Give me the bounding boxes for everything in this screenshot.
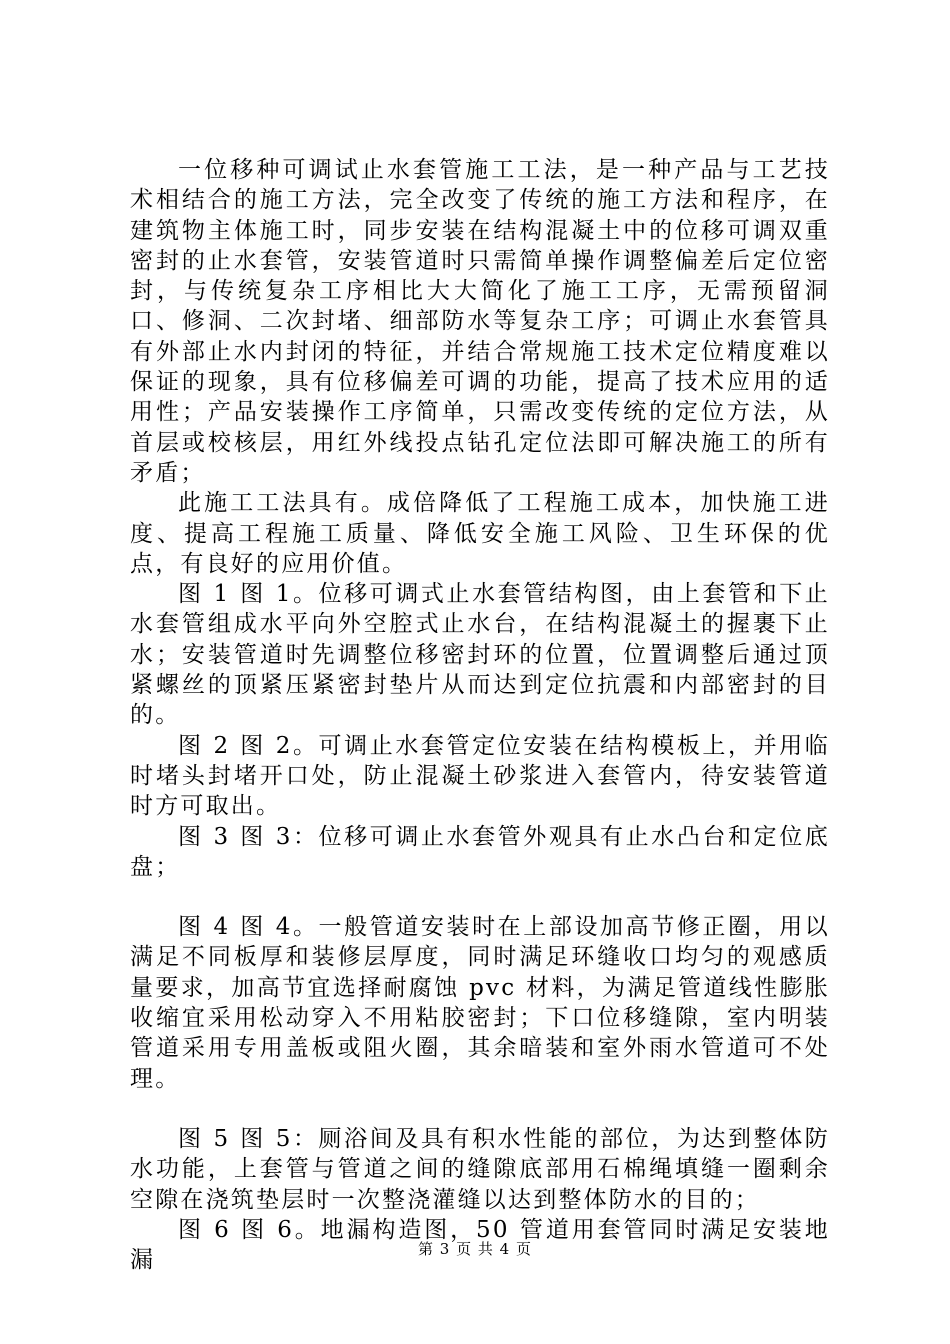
paragraph-method-overview: 一位移种可调试止水套管施工工法，是一种产品与工艺技术相结合的施工方法，完全改变了传统的施工方法和程序，在建筑物主体施工时，同步安装在结构混凝土中的位移可调双重密封的止水套管，安装管道时只需简单操作调整偏差后定位密封，与传统复杂工序相比大大简化了施工工序，无需预留洞口、修洞、二次封堵、细部防水等复杂工序；可调止水套管具有外部止水内封闭的特征，并结合常规施工技术定位精度难以保证的现象，具有位移偏差可调的功能，提高了技术应用的适用性；产品安装操作工序简单，只需改变传统的定位方法，从首层或校核层，用红外线投点钻孔定位法即可解决施工的所有矛盾；	[130, 157, 830, 486]
paragraph-figure-2: 图 2 图 2。可调止水套管定位安装在结构模板上，并用临时堵头封堵开口处，防止混凝土砂浆进入套管内，待安装管道时方可取出。	[130, 732, 830, 820]
paragraph-figure-5: 图 5 图 5：厕浴间及具有积水性能的部位，为达到整体防水功能，上套管与管道之间的缝隙底部用石棉绳填缝一圈剩余空隙在浇筑垫层时一次整浇灌缝以达到整体防水的目的；	[130, 1125, 830, 1213]
paragraph-figure-1: 图 1 图 1。位移可调式止水套管结构图，由上套管和下止水套管组成水平向外空腔式止水台，在结构混凝土的握裹下止水；安装管道时先调整位移密封环的位置，位置调整后通过顶紧螺丝的顶紧压紧密封垫片从而达到定位抗震和内部密封的目的。	[130, 581, 830, 729]
paragraph-figure-6: 图 6 图 6。地漏构造图，50 管道用套管同时满足安装地漏	[130, 1216, 830, 1274]
paragraph-spacer	[130, 882, 830, 912]
document-body	[130, 155, 830, 1275]
paragraph-figure-4: 图 4 图 4。一般管道安装时在上部设加高节修正圈，用以满足不同板厚和装修层厚度，同时满足环缝收口均匀的观感质量要求，加高节宜选择耐腐蚀 pvc 材料，为满足管道线性膨胀收缩宜采用松动穿入不用粘胶密封；下口位移缝隙，室内明装管道采用专用盖板或阻火圈，其余暗装和室外雨水管道可不处理。	[130, 914, 830, 1092]
page-number-footer: 第 3 页 共 4 页	[418, 1240, 532, 1258]
paragraph-spacer	[130, 1094, 830, 1124]
paragraph-advantages: 此施工工法具有。成倍降低了工程施工成本，加快施工进度、提高工程施工质量、降低安全施工风险、卫生环保的优点，有良好的应用价值。	[130, 490, 830, 577]
paragraph-figure-3: 图 3 图 3：位移可调止水套管外观具有止水凸台和定位底盘；	[130, 823, 830, 880]
